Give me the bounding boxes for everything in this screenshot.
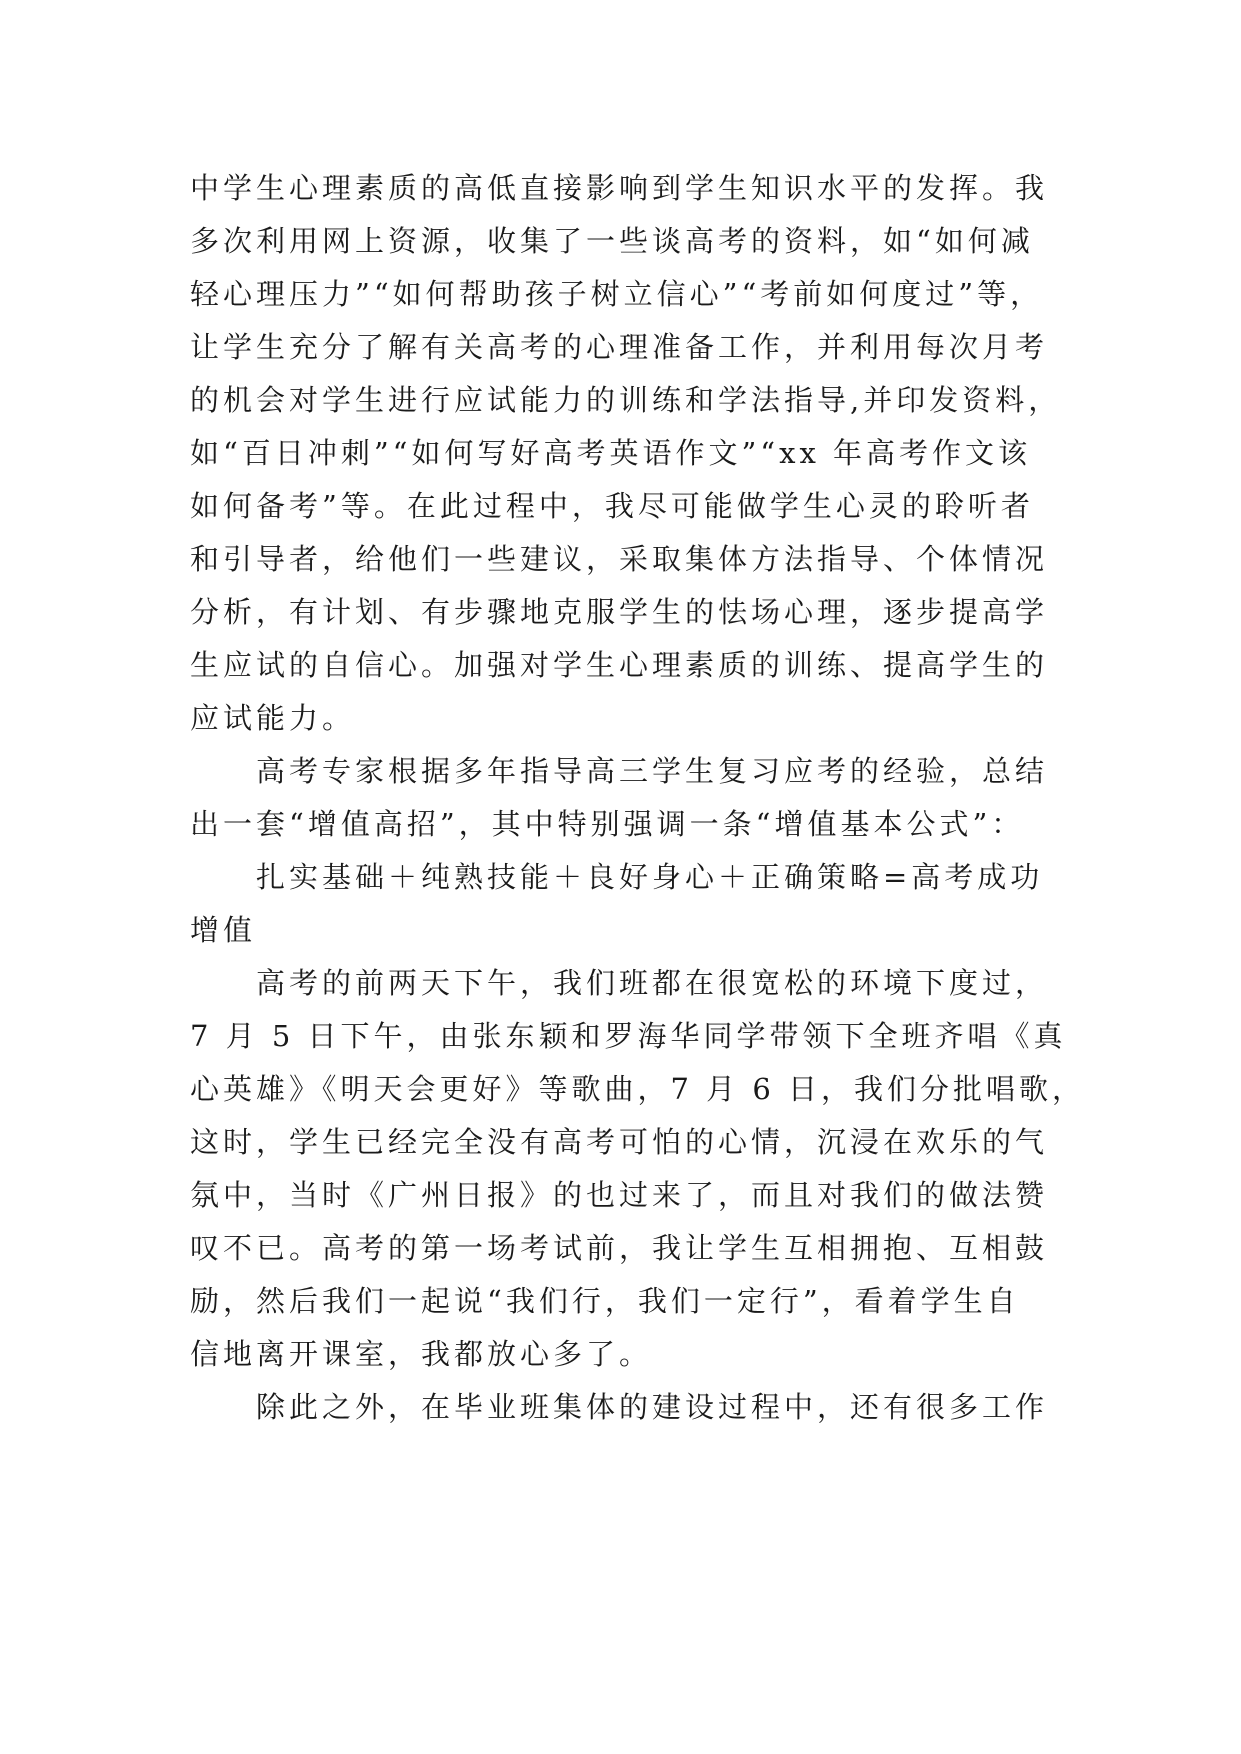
text-line: 生应试的自信心。加强对学生心理素质的训练、提高学生的: [190, 648, 1049, 682]
text-line: 多次利用网上资源，收集了一些谈高考的资料，如“如何减: [190, 224, 1034, 258]
text-line: 轻心理压力”“如何帮助孩子树立信心”“考前如何度过”等，: [190, 277, 1044, 311]
text-line: 分析，有计划、有步骤地克服学生的怯场心理，逐步提高学: [190, 595, 1049, 629]
document-body: [190, 162, 1086, 1434]
text-line: 扎实基础＋纯熟技能＋良好身心＋正确策略=高考成功: [256, 860, 1044, 894]
text-line: 心英雄》《明天会更好》等歌曲，7 月 6 日，我们分批唱歌，: [190, 1072, 1086, 1106]
text-line: 应试能力。: [190, 701, 356, 735]
text-line: 励，然后我们一起说“我们行，我们一定行”，看着学生自: [190, 1284, 1020, 1318]
text-line: 除此之外，在毕业班集体的建设过程中，还有很多工作: [256, 1390, 1049, 1424]
paragraph-p3: [190, 851, 1070, 957]
text-line: 高考的前两天下午，我们班都在很宽松的环境下度过，: [256, 966, 1049, 1000]
text-line: 如何备考”等。在此过程中，我尽可能做学生心灵的聆听者: [190, 489, 1034, 523]
text-line: 让学生充分了解有关高考的心理准备工作，并利用每次月考: [190, 330, 1049, 364]
paragraph-p4: [190, 957, 1086, 1381]
text-line: 和引导者，给他们一些建议，采取集体方法指导、个体情况: [190, 542, 1049, 576]
text-line: 如“百日冲刺”“如何写好高考英语作文”“xx 年高考作文该: [190, 436, 1032, 470]
text-line: 出一套“增值高招”，其中特别强调一条“增值基本公式”：: [190, 807, 1025, 841]
text-line: 这时，学生已经完全没有高考可怕的心情，沉浸在欢乐的气: [190, 1125, 1049, 1159]
text-line: 的机会对学生进行应试能力的训练和学法指导,并印发资料，: [190, 383, 1062, 417]
text-line: 氛中，当时《广州日报》的也过来了，而且对我们的做法赞: [190, 1178, 1049, 1212]
paragraph-p2: [190, 745, 1070, 851]
text-line: 信地离开课室，我都放心多了。: [190, 1337, 653, 1371]
text-line: 增值: [190, 913, 257, 947]
text-line: 高考专家根据多年指导高三学生复习应考的经验，总结: [256, 754, 1049, 788]
paragraph-p5: [190, 1381, 1070, 1434]
text-line: 7 月 5 日下午，由张东颖和罗海华同学带领下全班齐唱《真: [190, 1019, 1067, 1053]
text-line: 中学生心理素质的高低直接影响到学生知识水平的发挥。我: [190, 171, 1049, 205]
paragraph-p1: [190, 162, 1070, 745]
text-line: 叹不已。高考的第一场考试前，我让学生互相拥抱、互相鼓: [190, 1231, 1049, 1265]
